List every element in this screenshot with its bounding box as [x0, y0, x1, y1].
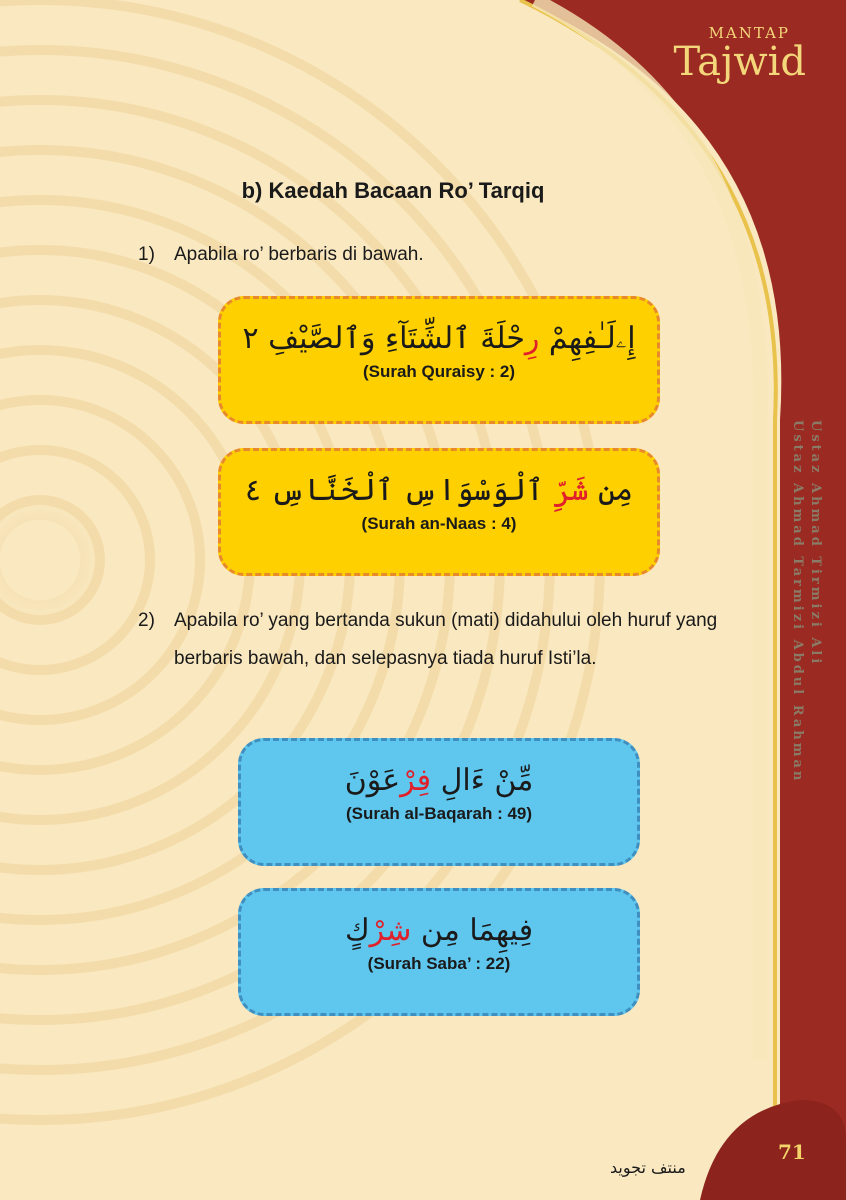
verse-reference: (Surah al-Baqarah : 49): [345, 804, 533, 823]
rule-2: [138, 602, 734, 678]
author-2: Ustaz Ahmad Tarmizi Abdul Rahman: [790, 420, 805, 784]
arabic-verse: إِۦلَـٰفِهِمْ رِحْلَةَ ٱلشِّتَآءِ وَٱلصَّيْفِ ٢: [242, 321, 636, 356]
rule-1: [138, 236, 734, 274]
example-card-1: [218, 296, 660, 424]
brand-logo: [673, 24, 806, 85]
author-1: Ustaz Ahmad Tirmizi Ali: [808, 420, 823, 667]
page-number: 71: [778, 1140, 806, 1164]
rule-text: Apabila ro’ berbaris di bawah.: [174, 244, 424, 265]
example-card-4: [238, 888, 640, 1016]
verse-reference: (Surah Quraisy : 2): [362, 362, 516, 381]
rule-number: 1): [138, 244, 155, 265]
arabic-verse: فِيهِمَا مِن شِرْكٍ: [344, 913, 534, 948]
brand-big: Tajwid: [673, 39, 806, 85]
example-card-2: [218, 448, 660, 576]
verse-reference: (Surah Saba’ : 22): [367, 954, 511, 973]
rule-text: Apabila ro’ yang bertanda sukun (mati) didahului oleh huruf yang berbaris bawah, dan selepasnya tiada huruf Isti’la.: [174, 610, 718, 669]
section-title: b) Kaedah Bacaan Ro’ Tarqiq: [241, 178, 545, 203]
footer-arabic: منتف تجويد: [610, 1158, 686, 1177]
rule-number: 2): [138, 610, 155, 631]
arabic-verse: مِّنْ ءَالِ فِرْعَوْنَ: [344, 763, 534, 798]
brand-small: MANTAP: [708, 24, 790, 42]
arabic-verse: مِن شَرِّ ٱلْوَسْوَاسِ ٱلْخَنَّاسِ ٤: [244, 473, 634, 508]
verse-reference: (Surah an-Naas : 4): [361, 514, 517, 533]
example-card-3: [238, 738, 640, 866]
author-credit: [788, 420, 824, 783]
